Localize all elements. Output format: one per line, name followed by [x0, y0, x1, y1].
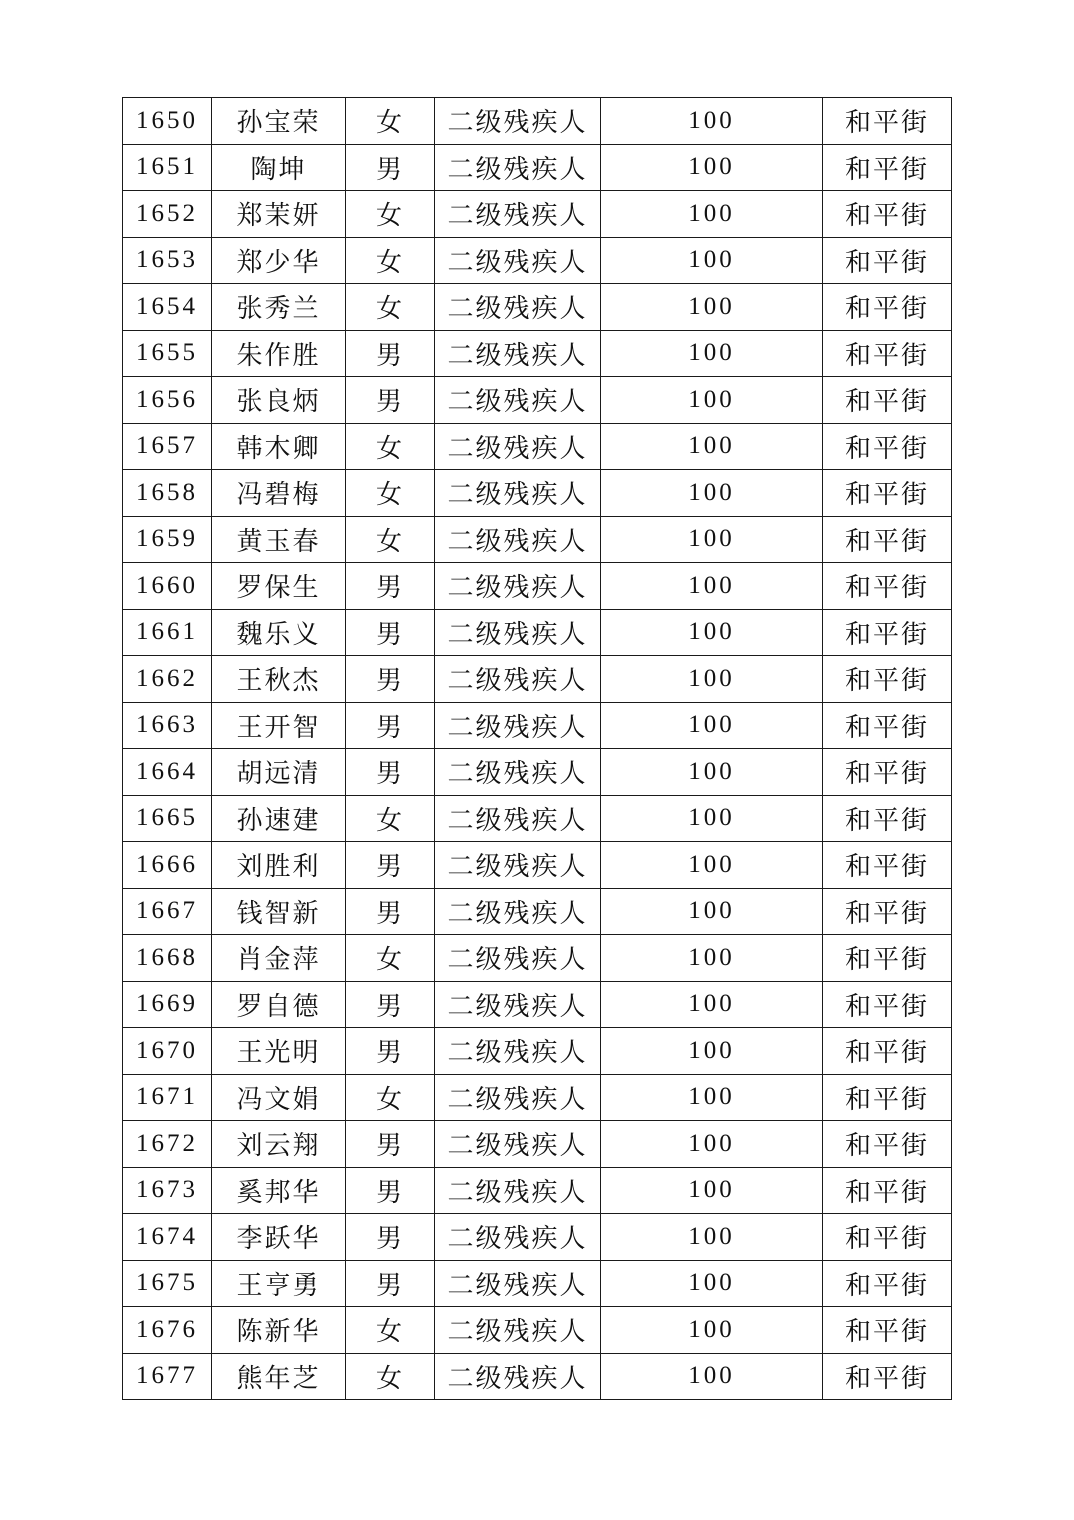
gender-cell: 女 — [346, 1307, 435, 1354]
table-row — [123, 888, 952, 935]
serial-number-cell: 1675 — [123, 1260, 212, 1307]
category-cell: 二级残疾人 — [435, 1307, 601, 1354]
name-cell: 黄玉春 — [212, 516, 346, 563]
amount-cell: 100 — [601, 1028, 823, 1075]
table-row — [123, 191, 952, 238]
serial-number-cell: 1659 — [123, 516, 212, 563]
category-cell: 二级残疾人 — [435, 749, 601, 796]
street-cell: 和平街 — [823, 330, 952, 377]
amount-cell: 100 — [601, 1214, 823, 1261]
serial-number-cell: 1653 — [123, 237, 212, 284]
table-row — [123, 656, 952, 703]
table-row — [123, 609, 952, 656]
table-row — [123, 98, 952, 145]
street-cell: 和平街 — [823, 98, 952, 145]
table-row — [123, 516, 952, 563]
category-cell: 二级残疾人 — [435, 516, 601, 563]
table-row — [123, 330, 952, 377]
serial-number-cell: 1671 — [123, 1074, 212, 1121]
serial-number-cell: 1654 — [123, 284, 212, 331]
gender-cell: 女 — [346, 516, 435, 563]
category-cell: 二级残疾人 — [435, 563, 601, 610]
table-row — [123, 1214, 952, 1261]
name-cell: 熊年芝 — [212, 1353, 346, 1400]
table-row — [123, 377, 952, 424]
serial-number-cell: 1672 — [123, 1121, 212, 1168]
serial-number-cell: 1677 — [123, 1353, 212, 1400]
category-cell: 二级残疾人 — [435, 191, 601, 238]
table-row — [123, 423, 952, 470]
category-cell: 二级残疾人 — [435, 1167, 601, 1214]
street-cell: 和平街 — [823, 284, 952, 331]
name-cell: 魏乐义 — [212, 609, 346, 656]
name-cell: 冯碧梅 — [212, 470, 346, 517]
category-cell: 二级残疾人 — [435, 284, 601, 331]
gender-cell: 男 — [346, 1121, 435, 1168]
name-cell: 张秀兰 — [212, 284, 346, 331]
name-cell: 王开智 — [212, 702, 346, 749]
amount-cell: 100 — [601, 795, 823, 842]
gender-cell: 女 — [346, 423, 435, 470]
gender-cell: 男 — [346, 702, 435, 749]
amount-cell: 100 — [601, 284, 823, 331]
street-cell: 和平街 — [823, 749, 952, 796]
street-cell: 和平街 — [823, 935, 952, 982]
amount-cell: 100 — [601, 1167, 823, 1214]
table-row — [123, 702, 952, 749]
name-cell: 胡远清 — [212, 749, 346, 796]
serial-number-cell: 1674 — [123, 1214, 212, 1261]
table-row — [123, 1028, 952, 1075]
gender-cell: 男 — [346, 330, 435, 377]
serial-number-cell: 1651 — [123, 144, 212, 191]
gender-cell: 男 — [346, 563, 435, 610]
category-cell: 二级残疾人 — [435, 1214, 601, 1261]
name-cell: 郑茉妍 — [212, 191, 346, 238]
category-cell: 二级残疾人 — [435, 795, 601, 842]
table-row — [123, 1074, 952, 1121]
street-cell: 和平街 — [823, 237, 952, 284]
street-cell: 和平街 — [823, 470, 952, 517]
table-row — [123, 470, 952, 517]
amount-cell: 100 — [601, 1353, 823, 1400]
name-cell: 陶坤 — [212, 144, 346, 191]
category-cell: 二级残疾人 — [435, 981, 601, 1028]
category-cell: 二级残疾人 — [435, 423, 601, 470]
serial-number-cell: 1657 — [123, 423, 212, 470]
amount-cell: 100 — [601, 656, 823, 703]
street-cell: 和平街 — [823, 609, 952, 656]
name-cell: 韩木卿 — [212, 423, 346, 470]
table-row — [123, 1167, 952, 1214]
amount-cell: 100 — [601, 935, 823, 982]
street-cell: 和平街 — [823, 563, 952, 610]
street-cell: 和平街 — [823, 656, 952, 703]
serial-number-cell: 1656 — [123, 377, 212, 424]
amount-cell: 100 — [601, 609, 823, 656]
serial-number-cell: 1667 — [123, 888, 212, 935]
street-cell: 和平街 — [823, 1307, 952, 1354]
name-cell: 王光明 — [212, 1028, 346, 1075]
amount-cell: 100 — [601, 377, 823, 424]
street-cell: 和平街 — [823, 702, 952, 749]
category-cell: 二级残疾人 — [435, 377, 601, 424]
table-row — [123, 842, 952, 889]
gender-cell: 男 — [346, 1260, 435, 1307]
name-cell: 肖金萍 — [212, 935, 346, 982]
amount-cell: 100 — [601, 842, 823, 889]
name-cell: 朱作胜 — [212, 330, 346, 377]
street-cell: 和平街 — [823, 377, 952, 424]
category-cell: 二级残疾人 — [435, 1074, 601, 1121]
amount-cell: 100 — [601, 144, 823, 191]
serial-number-cell: 1664 — [123, 749, 212, 796]
gender-cell: 男 — [346, 377, 435, 424]
gender-cell: 男 — [346, 144, 435, 191]
table-row — [123, 795, 952, 842]
gender-cell: 女 — [346, 284, 435, 331]
serial-number-cell: 1661 — [123, 609, 212, 656]
category-cell: 二级残疾人 — [435, 888, 601, 935]
amount-cell: 100 — [601, 423, 823, 470]
table-row — [123, 1260, 952, 1307]
name-cell: 孙宝荣 — [212, 98, 346, 145]
table-row — [123, 1307, 952, 1354]
street-cell: 和平街 — [823, 1028, 952, 1075]
amount-cell: 100 — [601, 702, 823, 749]
table-row — [123, 935, 952, 982]
street-cell: 和平街 — [823, 1167, 952, 1214]
amount-cell: 100 — [601, 1307, 823, 1354]
gender-cell: 男 — [346, 981, 435, 1028]
serial-number-cell: 1665 — [123, 795, 212, 842]
category-cell: 二级残疾人 — [435, 470, 601, 517]
gender-cell: 男 — [346, 1214, 435, 1261]
street-cell: 和平街 — [823, 191, 952, 238]
name-cell: 王亨勇 — [212, 1260, 346, 1307]
category-cell: 二级残疾人 — [435, 935, 601, 982]
gender-cell: 女 — [346, 191, 435, 238]
gender-cell: 男 — [346, 609, 435, 656]
category-cell: 二级残疾人 — [435, 1260, 601, 1307]
serial-number-cell: 1658 — [123, 470, 212, 517]
category-cell: 二级残疾人 — [435, 1353, 601, 1400]
serial-number-cell: 1655 — [123, 330, 212, 377]
name-cell: 张良炳 — [212, 377, 346, 424]
amount-cell: 100 — [601, 98, 823, 145]
category-cell: 二级残疾人 — [435, 1028, 601, 1075]
table-row — [123, 981, 952, 1028]
category-cell: 二级残疾人 — [435, 1121, 601, 1168]
name-cell: 陈新华 — [212, 1307, 346, 1354]
street-cell: 和平街 — [823, 1260, 952, 1307]
amount-cell: 100 — [601, 470, 823, 517]
amount-cell: 100 — [601, 237, 823, 284]
name-cell: 孙速建 — [212, 795, 346, 842]
table-row — [123, 749, 952, 796]
street-cell: 和平街 — [823, 516, 952, 563]
category-cell: 二级残疾人 — [435, 98, 601, 145]
gender-cell: 女 — [346, 470, 435, 517]
name-cell: 王秋杰 — [212, 656, 346, 703]
gender-cell: 男 — [346, 749, 435, 796]
category-cell: 二级残疾人 — [435, 656, 601, 703]
street-cell: 和平街 — [823, 1214, 952, 1261]
amount-cell: 100 — [601, 563, 823, 610]
amount-cell: 100 — [601, 1260, 823, 1307]
table-row — [123, 1121, 952, 1168]
name-cell: 钱智新 — [212, 888, 346, 935]
gender-cell: 女 — [346, 795, 435, 842]
gender-cell: 女 — [346, 1074, 435, 1121]
gender-cell: 男 — [346, 842, 435, 889]
gender-cell: 男 — [346, 888, 435, 935]
serial-number-cell: 1673 — [123, 1167, 212, 1214]
serial-number-cell: 1670 — [123, 1028, 212, 1075]
street-cell: 和平街 — [823, 1353, 952, 1400]
name-cell: 罗保生 — [212, 563, 346, 610]
category-cell: 二级残疾人 — [435, 609, 601, 656]
amount-cell: 100 — [601, 1121, 823, 1168]
serial-number-cell: 1662 — [123, 656, 212, 703]
category-cell: 二级残疾人 — [435, 144, 601, 191]
amount-cell: 100 — [601, 191, 823, 238]
serial-number-cell: 1676 — [123, 1307, 212, 1354]
gender-cell: 女 — [346, 98, 435, 145]
name-cell: 刘云翔 — [212, 1121, 346, 1168]
table-row — [123, 144, 952, 191]
serial-number-cell: 1663 — [123, 702, 212, 749]
roster-table-body — [123, 98, 952, 1400]
gender-cell: 男 — [346, 1028, 435, 1075]
gender-cell: 男 — [346, 656, 435, 703]
amount-cell: 100 — [601, 516, 823, 563]
serial-number-cell: 1669 — [123, 981, 212, 1028]
name-cell: 李跃华 — [212, 1214, 346, 1261]
table-row — [123, 563, 952, 610]
serial-number-cell: 1650 — [123, 98, 212, 145]
name-cell: 奚邦华 — [212, 1167, 346, 1214]
gender-cell: 男 — [346, 1167, 435, 1214]
street-cell: 和平街 — [823, 1121, 952, 1168]
serial-number-cell: 1666 — [123, 842, 212, 889]
street-cell: 和平街 — [823, 144, 952, 191]
table-row — [123, 284, 952, 331]
amount-cell: 100 — [601, 1074, 823, 1121]
street-cell: 和平街 — [823, 795, 952, 842]
street-cell: 和平街 — [823, 888, 952, 935]
serial-number-cell: 1652 — [123, 191, 212, 238]
amount-cell: 100 — [601, 981, 823, 1028]
serial-number-cell: 1668 — [123, 935, 212, 982]
gender-cell: 女 — [346, 935, 435, 982]
amount-cell: 100 — [601, 749, 823, 796]
category-cell: 二级残疾人 — [435, 237, 601, 284]
street-cell: 和平街 — [823, 842, 952, 889]
name-cell: 冯文娟 — [212, 1074, 346, 1121]
category-cell: 二级残疾人 — [435, 330, 601, 377]
street-cell: 和平街 — [823, 1074, 952, 1121]
table-row — [123, 237, 952, 284]
category-cell: 二级残疾人 — [435, 842, 601, 889]
name-cell: 刘胜利 — [212, 842, 346, 889]
gender-cell: 女 — [346, 237, 435, 284]
amount-cell: 100 — [601, 330, 823, 377]
serial-number-cell: 1660 — [123, 563, 212, 610]
name-cell: 郑少华 — [212, 237, 346, 284]
street-cell: 和平街 — [823, 423, 952, 470]
category-cell: 二级残疾人 — [435, 702, 601, 749]
table-row — [123, 1353, 952, 1400]
gender-cell: 女 — [346, 1353, 435, 1400]
name-cell: 罗自德 — [212, 981, 346, 1028]
amount-cell: 100 — [601, 888, 823, 935]
roster-table — [122, 97, 952, 1400]
street-cell: 和平街 — [823, 981, 952, 1028]
